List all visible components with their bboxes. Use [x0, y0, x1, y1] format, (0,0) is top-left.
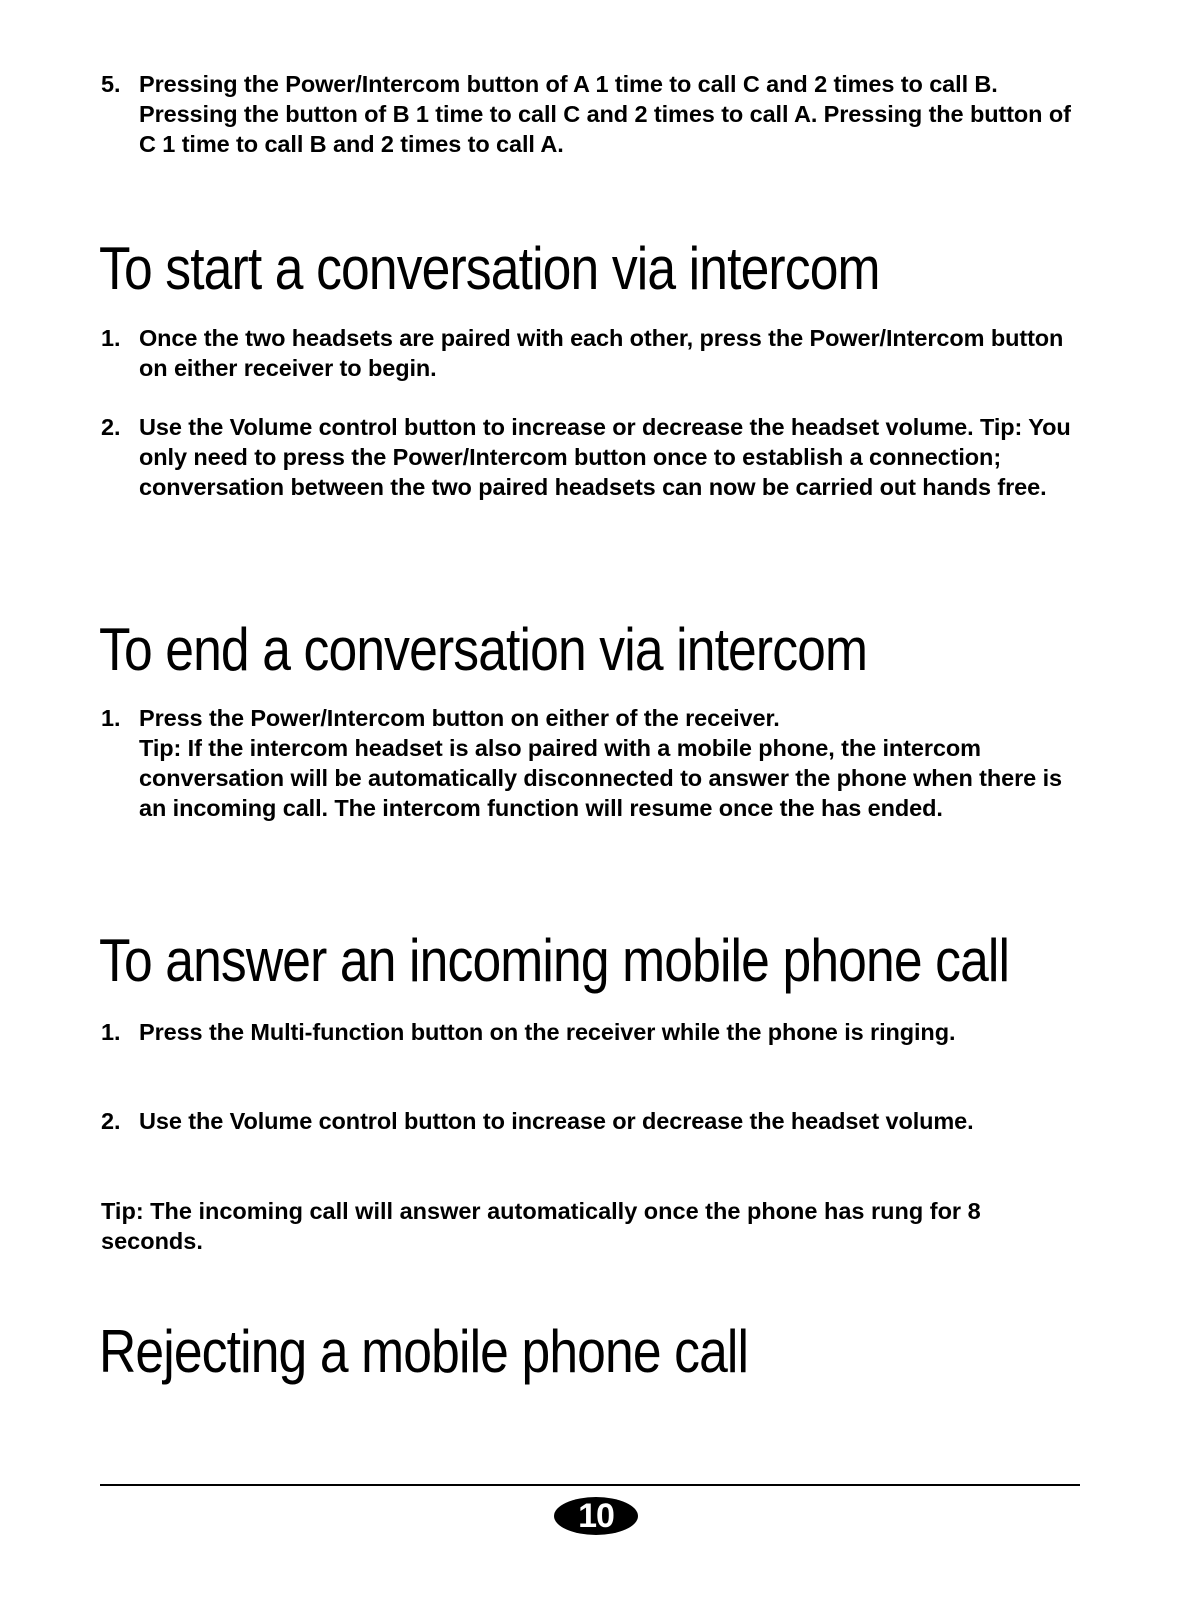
step-5 [101, 69, 1081, 159]
tip-label: Tip: [101, 1198, 144, 1224]
footer-divider [100, 1484, 1080, 1486]
step-number: 1. [101, 705, 121, 731]
step-text: Press the Multi-function button on the receiver while the phone is ringing. [139, 1019, 956, 1045]
section-heading-reject-call: Rejecting a mobile phone call [99, 1318, 749, 1385]
page-number-badge: 10 [554, 1497, 638, 1535]
answer-tip [101, 1196, 1081, 1256]
step-text: Use the Volume control button to increase or decrease the headset volume. [139, 1108, 974, 1134]
step-text: Once the two headsets are paired with each other, press the Power/Intercom button on either receiver to begin. [139, 325, 1064, 381]
step-tip: Tip: If the intercom headset is also paired with a mobile phone, the intercom conversation will be automatically disconnected to answer the phone when there is an incoming call. The intercom function will resume once the has ended. [139, 735, 1062, 821]
button-name: Volume control [229, 1108, 398, 1134]
end-step-1 [101, 703, 1081, 823]
section-heading-start-intercom: To start a conversation via intercom [99, 235, 880, 302]
answer-step-1 [101, 1017, 1081, 1047]
button-name: Power/Intercom [250, 705, 426, 731]
step-text: Press the Power/Intercom button on either of the receiver. Tip: If the intercom headset is also paired with a mobile phone, the intercom conversation will be automatically disconnected to answer the phone when there is an incoming call. The intercom function will resume once the has ended. [139, 705, 1062, 821]
start-step-1 [101, 323, 1081, 383]
step-number: 5. [101, 71, 121, 97]
step-number: 2. [101, 1108, 121, 1134]
step-number: 2. [101, 414, 121, 440]
button-name: Volume control [229, 414, 398, 440]
step-text: Use the Volume control button to increase or decrease the headset volume. Tip: You only need to press the Power/Intercom button once to establish a connection; conversation between the two paired headsets can now be carried out hands free. [139, 414, 1071, 500]
step-number: 1. [101, 325, 121, 351]
step-number: 1. [101, 1019, 121, 1045]
button-name: Power/Intercom [392, 444, 568, 470]
step-text: Pressing the Power/Intercom button of A 1 time to call C and 2 times to call B. Pressing the button of B 1 time to call C and 2 times to call A. Pressing the button of C 1 time to call B and 2 times to call A. [139, 71, 1071, 157]
section-heading-end-intercom: To end a conversation via intercom [99, 616, 868, 683]
button-name: Power/Intercom [285, 71, 461, 97]
start-step-2 [101, 412, 1081, 502]
answer-step-2 [101, 1106, 1081, 1136]
section-heading-answer-call: To answer an incoming mobile phone call [99, 927, 1010, 994]
tip-text: The incoming call will answer automatically once the phone has rung for 8 seconds. [101, 1198, 981, 1254]
button-name: Multi-function [250, 1019, 405, 1045]
button-name: Power/Intercom [809, 325, 985, 351]
